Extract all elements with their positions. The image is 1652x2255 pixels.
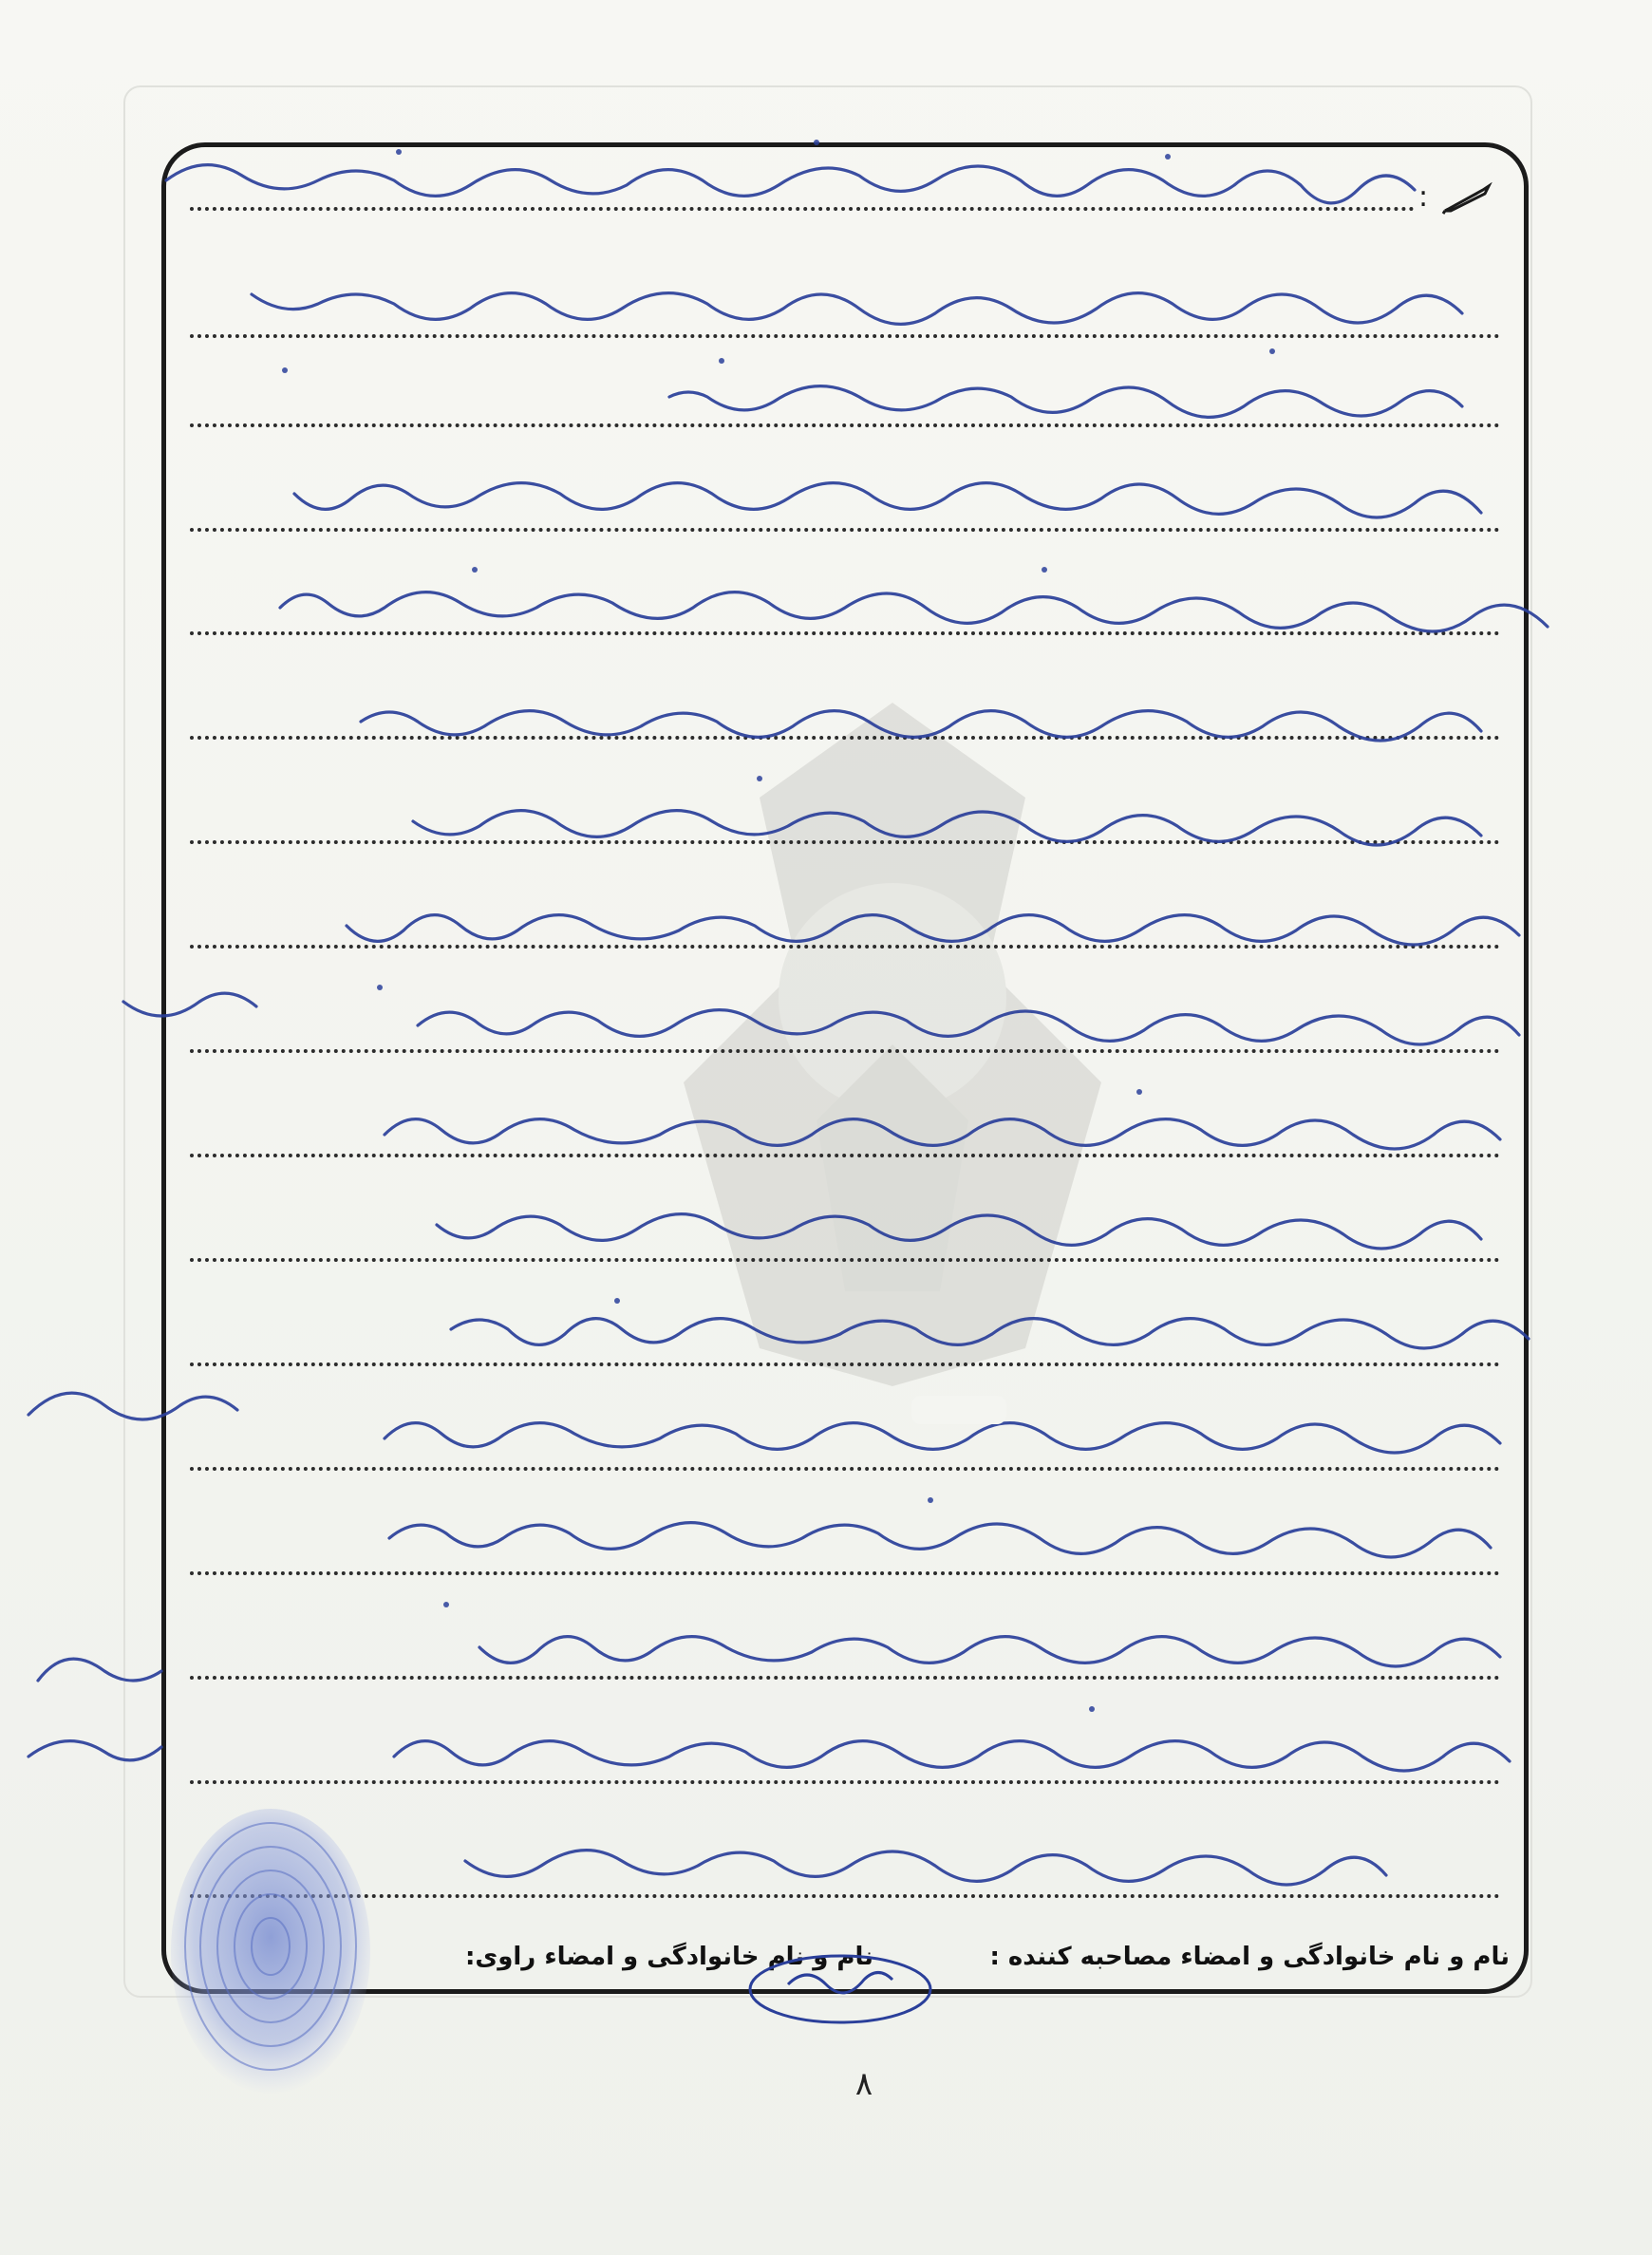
margin-note — [123, 993, 256, 1016]
handwritten-line — [361, 711, 1481, 741]
handwritten-line — [389, 1523, 1491, 1557]
thumbprint — [161, 1795, 380, 2108]
signature-scribble — [741, 1937, 940, 2032]
handwritten-line — [465, 1851, 1386, 1885]
handwritten-line — [451, 1319, 1529, 1348]
narrator-signature-label: نام و نام خانوادگی و امضاء راوی: — [465, 1943, 873, 1971]
correction-fluid — [911, 1396, 1006, 1424]
margin-note — [38, 1659, 161, 1681]
handwritten-line — [394, 1741, 1510, 1771]
handwritten-line — [413, 811, 1481, 845]
handwritten-line — [669, 386, 1462, 418]
handwritten-line — [418, 1010, 1519, 1044]
handwritten-line — [294, 483, 1481, 517]
page-number: ۸ — [854, 2065, 873, 2103]
handwritten-line — [280, 592, 1548, 631]
header-colon: : — [1418, 180, 1429, 214]
handwritten-line — [479, 1637, 1500, 1666]
handwritten-line — [252, 293, 1462, 325]
margin-note — [28, 1393, 237, 1419]
handwritten-line — [437, 1214, 1481, 1249]
handwritten-line — [347, 915, 1519, 945]
margin-note — [28, 1741, 161, 1760]
handwritten-line — [385, 1423, 1500, 1453]
handwritten-line — [385, 1119, 1500, 1149]
interviewer-signature-label: نام و نام خانوادگی و امضاء مصاحبه کننده : — [989, 1943, 1510, 1971]
handwritten-line — [166, 165, 1415, 203]
